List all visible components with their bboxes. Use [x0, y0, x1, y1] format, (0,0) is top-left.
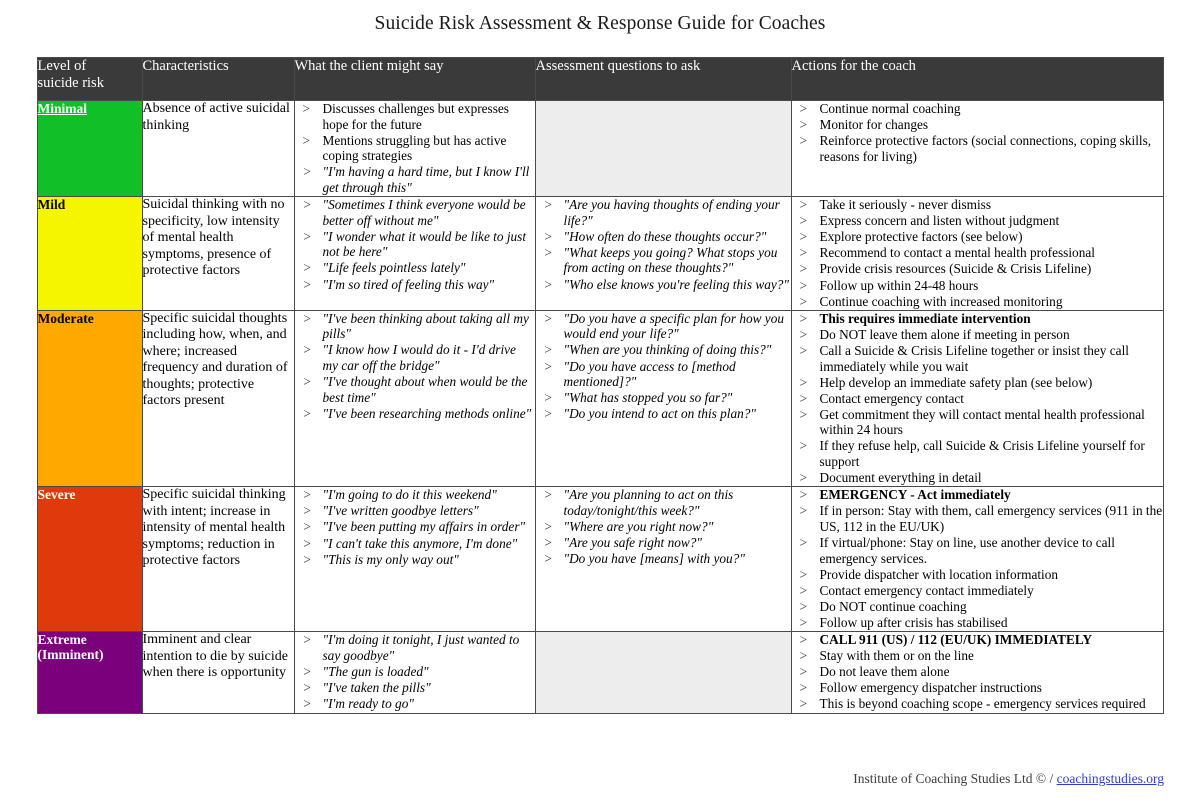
- list-item: > Continue normal coaching: [792, 101, 1163, 117]
- assessment-questions-list: [536, 311, 791, 422]
- client-might-say-cell: [294, 197, 535, 311]
- table-row: [37, 632, 1163, 713]
- assessment-questions-cell: [535, 197, 791, 311]
- assessment-questions-cell: [535, 487, 791, 632]
- risk-level-cell-minimal: [37, 101, 142, 197]
- characteristics-cell: Suicidal thinking with no specificity, low intensity of mental health symptoms, presence of protective factors: [142, 197, 294, 311]
- column-header-level-line2: suicide risk: [37, 75, 104, 91]
- list-item: > Continue coaching with increased monitoring: [792, 294, 1163, 310]
- list-item: > EMERGENCY - Act immediately: [792, 487, 1163, 503]
- list-item: > Mentions struggling but has active coping strategies: [295, 133, 535, 164]
- list-item: > Stay with them or on the line: [792, 648, 1163, 664]
- table-header-row: [37, 58, 1163, 101]
- characteristics-cell: Specific suicidal thinking with intent; increase in intensity of mental health symptoms; reduction in protective factors: [142, 487, 294, 632]
- list-item: > Monitor for changes: [792, 117, 1163, 133]
- list-item: > Express concern and listen without judgment: [792, 213, 1163, 229]
- list-item: > Explore protective factors (see below): [792, 229, 1163, 245]
- list-item: > Recommend to contact a mental health professional: [792, 245, 1163, 261]
- list-item: > This requires immediate intervention: [792, 311, 1163, 327]
- list-item: > "Life feels pointless lately": [295, 260, 535, 276]
- list-item: > Provide dispatcher with location information: [792, 567, 1163, 583]
- column-header-level-of-suicide-risk: [37, 58, 142, 101]
- table-row: [37, 101, 1163, 197]
- footer: [853, 770, 1164, 788]
- assessment-questions-cell: [535, 310, 791, 487]
- list-item: > Follow emergency dispatcher instructions: [792, 680, 1163, 696]
- client-might-say-list: [295, 197, 535, 292]
- risk-level-cell-moderate: [37, 310, 142, 487]
- list-item: > "Are you having thoughts of ending your life?": [536, 197, 791, 228]
- list-item: > Provide crisis resources (Suicide & Crisis Lifeline): [792, 261, 1163, 277]
- table-body: [37, 101, 1163, 714]
- actions-for-coach-cell: [791, 310, 1163, 487]
- list-item: > Discusses challenges but expresses hope for the future: [295, 101, 535, 132]
- list-item: > Contact emergency contact immediately: [792, 583, 1163, 599]
- list-item: > "Who else knows you're feeling this way?": [536, 277, 791, 293]
- risk-level-label: Mild: [37, 197, 66, 213]
- client-might-say-list: [295, 101, 535, 196]
- risk-level-cell-extreme: [37, 632, 142, 713]
- list-item: > "I wonder what it would be like to just not be here": [295, 229, 535, 260]
- column-header-what-client-might-say: What the client might say: [294, 58, 535, 101]
- assessment-questions-cell: [535, 632, 791, 713]
- list-item: > Contact emergency contact: [792, 391, 1163, 407]
- actions-list: [792, 311, 1163, 486]
- list-item: > "The gun is loaded": [295, 664, 535, 680]
- list-item: > Do NOT leave them alone if meeting in person: [792, 327, 1163, 343]
- list-item: > "I know how I would do it - I'd drive my car off the bridge": [295, 342, 535, 373]
- list-item: > "I've been researching methods online": [295, 406, 535, 422]
- actions-list: [792, 101, 1163, 164]
- table-row: [37, 197, 1163, 311]
- actions-list: [792, 487, 1163, 630]
- list-item: > "I can't take this anymore, I'm done": [295, 536, 535, 552]
- list-item: > Do not leave them alone: [792, 664, 1163, 680]
- list-item: > "When are you thinking of doing this?": [536, 342, 791, 358]
- risk-level-cell-severe: [37, 487, 142, 632]
- table-header: [37, 58, 1163, 101]
- list-item: > "Do you have access to [method mentioned]?": [536, 359, 791, 390]
- list-item: > "I've thought about when would be the best time": [295, 374, 535, 405]
- list-item: > "I'm ready to go": [295, 696, 535, 712]
- list-item: > Reinforce protective factors (social connections, coping skills, reasons for living): [792, 133, 1163, 164]
- assessment-questions-cell: [535, 101, 791, 197]
- actions-for-coach-cell: [791, 632, 1163, 713]
- list-item: > "What has stopped you so far?": [536, 390, 791, 406]
- list-item: > "I'm going to do it this weekend": [295, 487, 535, 503]
- actions-for-coach-cell: [791, 197, 1163, 311]
- list-item: > "Are you safe right now?": [536, 535, 791, 551]
- list-item: > Document everything in detail: [792, 470, 1163, 486]
- column-header-actions-for-coach: Actions for the coach: [791, 58, 1163, 101]
- list-item: > "I'm doing it tonight, I just wanted to say goodbye": [295, 632, 535, 663]
- actions-list: [792, 632, 1163, 712]
- list-item: > If in person: Stay with them, call emergency services (911 in the US, 112 in the EU/UK): [792, 503, 1163, 534]
- list-item: > "I'm so tired of feeling this way": [295, 277, 535, 293]
- list-item: > "I've written goodbye letters": [295, 503, 535, 519]
- client-might-say-cell: [294, 632, 535, 713]
- list-item: > "What keeps you going? What stops you from acting on these thoughts?": [536, 245, 791, 276]
- list-item: > Follow up within 24-48 hours: [792, 278, 1163, 294]
- list-item: > "I've taken the pills": [295, 680, 535, 696]
- list-item: > "Are you planning to act on this today/tonight/this week?": [536, 487, 791, 518]
- list-item: > "This is my only way out": [295, 552, 535, 568]
- client-might-say-list: [295, 311, 535, 422]
- list-item: > "How often do these thoughts occur?": [536, 229, 791, 245]
- column-header-characteristics: Characteristics: [142, 58, 294, 101]
- list-item: > Follow up after crisis has stabilised: [792, 615, 1163, 631]
- client-might-say-cell: [294, 487, 535, 632]
- list-item: > "I've been putting my affairs in order": [295, 519, 535, 535]
- suicide-risk-table: [37, 57, 1164, 714]
- risk-level-label: Extreme: [37, 632, 87, 648]
- list-item: > "I've been thinking about taking all my pills": [295, 311, 535, 342]
- column-header-level-line1: Level of: [37, 58, 87, 74]
- assessment-questions-list: [536, 197, 791, 292]
- actions-list: [792, 197, 1163, 309]
- actions-for-coach-cell: [791, 101, 1163, 197]
- client-might-say-cell: [294, 101, 535, 197]
- characteristics-cell: Imminent and clear intention to die by suicide when there is opportunity: [142, 632, 294, 713]
- client-might-say-list: [295, 632, 535, 711]
- list-item: > "Do you intend to act on this plan?": [536, 406, 791, 422]
- coachingstudies-link[interactable]: coachingstudies.org: [1056, 771, 1164, 786]
- client-might-say-cell: [294, 310, 535, 487]
- column-header-assessment-questions: Assessment questions to ask: [535, 58, 791, 101]
- list-item: > Do NOT continue coaching: [792, 599, 1163, 615]
- list-item: > Take it seriously - never dismiss: [792, 197, 1163, 213]
- risk-level-cell-mild: [37, 197, 142, 311]
- page-title: Suicide Risk Assessment & Response Guide for Coaches: [374, 13, 826, 34]
- list-item: > Get commitment they will contact mental health professional within 24 hours: [792, 407, 1163, 438]
- characteristics-cell: Specific suicidal thoughts including how, when, and where; increased frequency and duration of thoughts; protective factors present: [142, 310, 294, 487]
- list-item: > Call a Suicide & Crisis Lifeline together or insist they call immediately while you wait: [792, 343, 1163, 374]
- risk-level-label: Severe: [37, 487, 76, 503]
- footer-attribution: Institute of Coaching Studies Ltd © /: [853, 771, 1057, 786]
- list-item: > "Sometimes I think everyone would be better off without me": [295, 197, 535, 228]
- list-item: > "Do you have a specific plan for how you would end your life?": [536, 311, 791, 342]
- assessment-questions-list: [536, 487, 791, 566]
- table-row: [37, 487, 1163, 632]
- list-item: > Help develop an immediate safety plan (see below): [792, 375, 1163, 391]
- list-item: > "I'm having a hard time, but I know I'll get through this": [295, 164, 535, 195]
- client-might-say-list: [295, 487, 535, 567]
- list-item: > CALL 911 (US) / 112 (EU/UK) IMMEDIATELY: [792, 632, 1163, 648]
- list-item: > "Where are you right now?": [536, 519, 791, 535]
- list-item: > This is beyond coaching scope - emergency services required: [792, 696, 1163, 712]
- actions-for-coach-cell: [791, 487, 1163, 632]
- risk-level-label: Moderate: [37, 310, 94, 326]
- list-item: > If virtual/phone: Stay on line, use another device to call emergency services.: [792, 535, 1163, 566]
- list-item: > If they refuse help, call Suicide & Crisis Lifeline yourself for support: [792, 438, 1163, 469]
- table-row: [37, 310, 1163, 487]
- characteristics-cell: Absence of active suicidal thinking: [142, 101, 294, 197]
- risk-level-label: Minimal: [37, 101, 87, 116]
- list-item: > "Do you have [means] with you?": [536, 551, 791, 567]
- risk-level-sublabel: (Imminent): [37, 647, 104, 663]
